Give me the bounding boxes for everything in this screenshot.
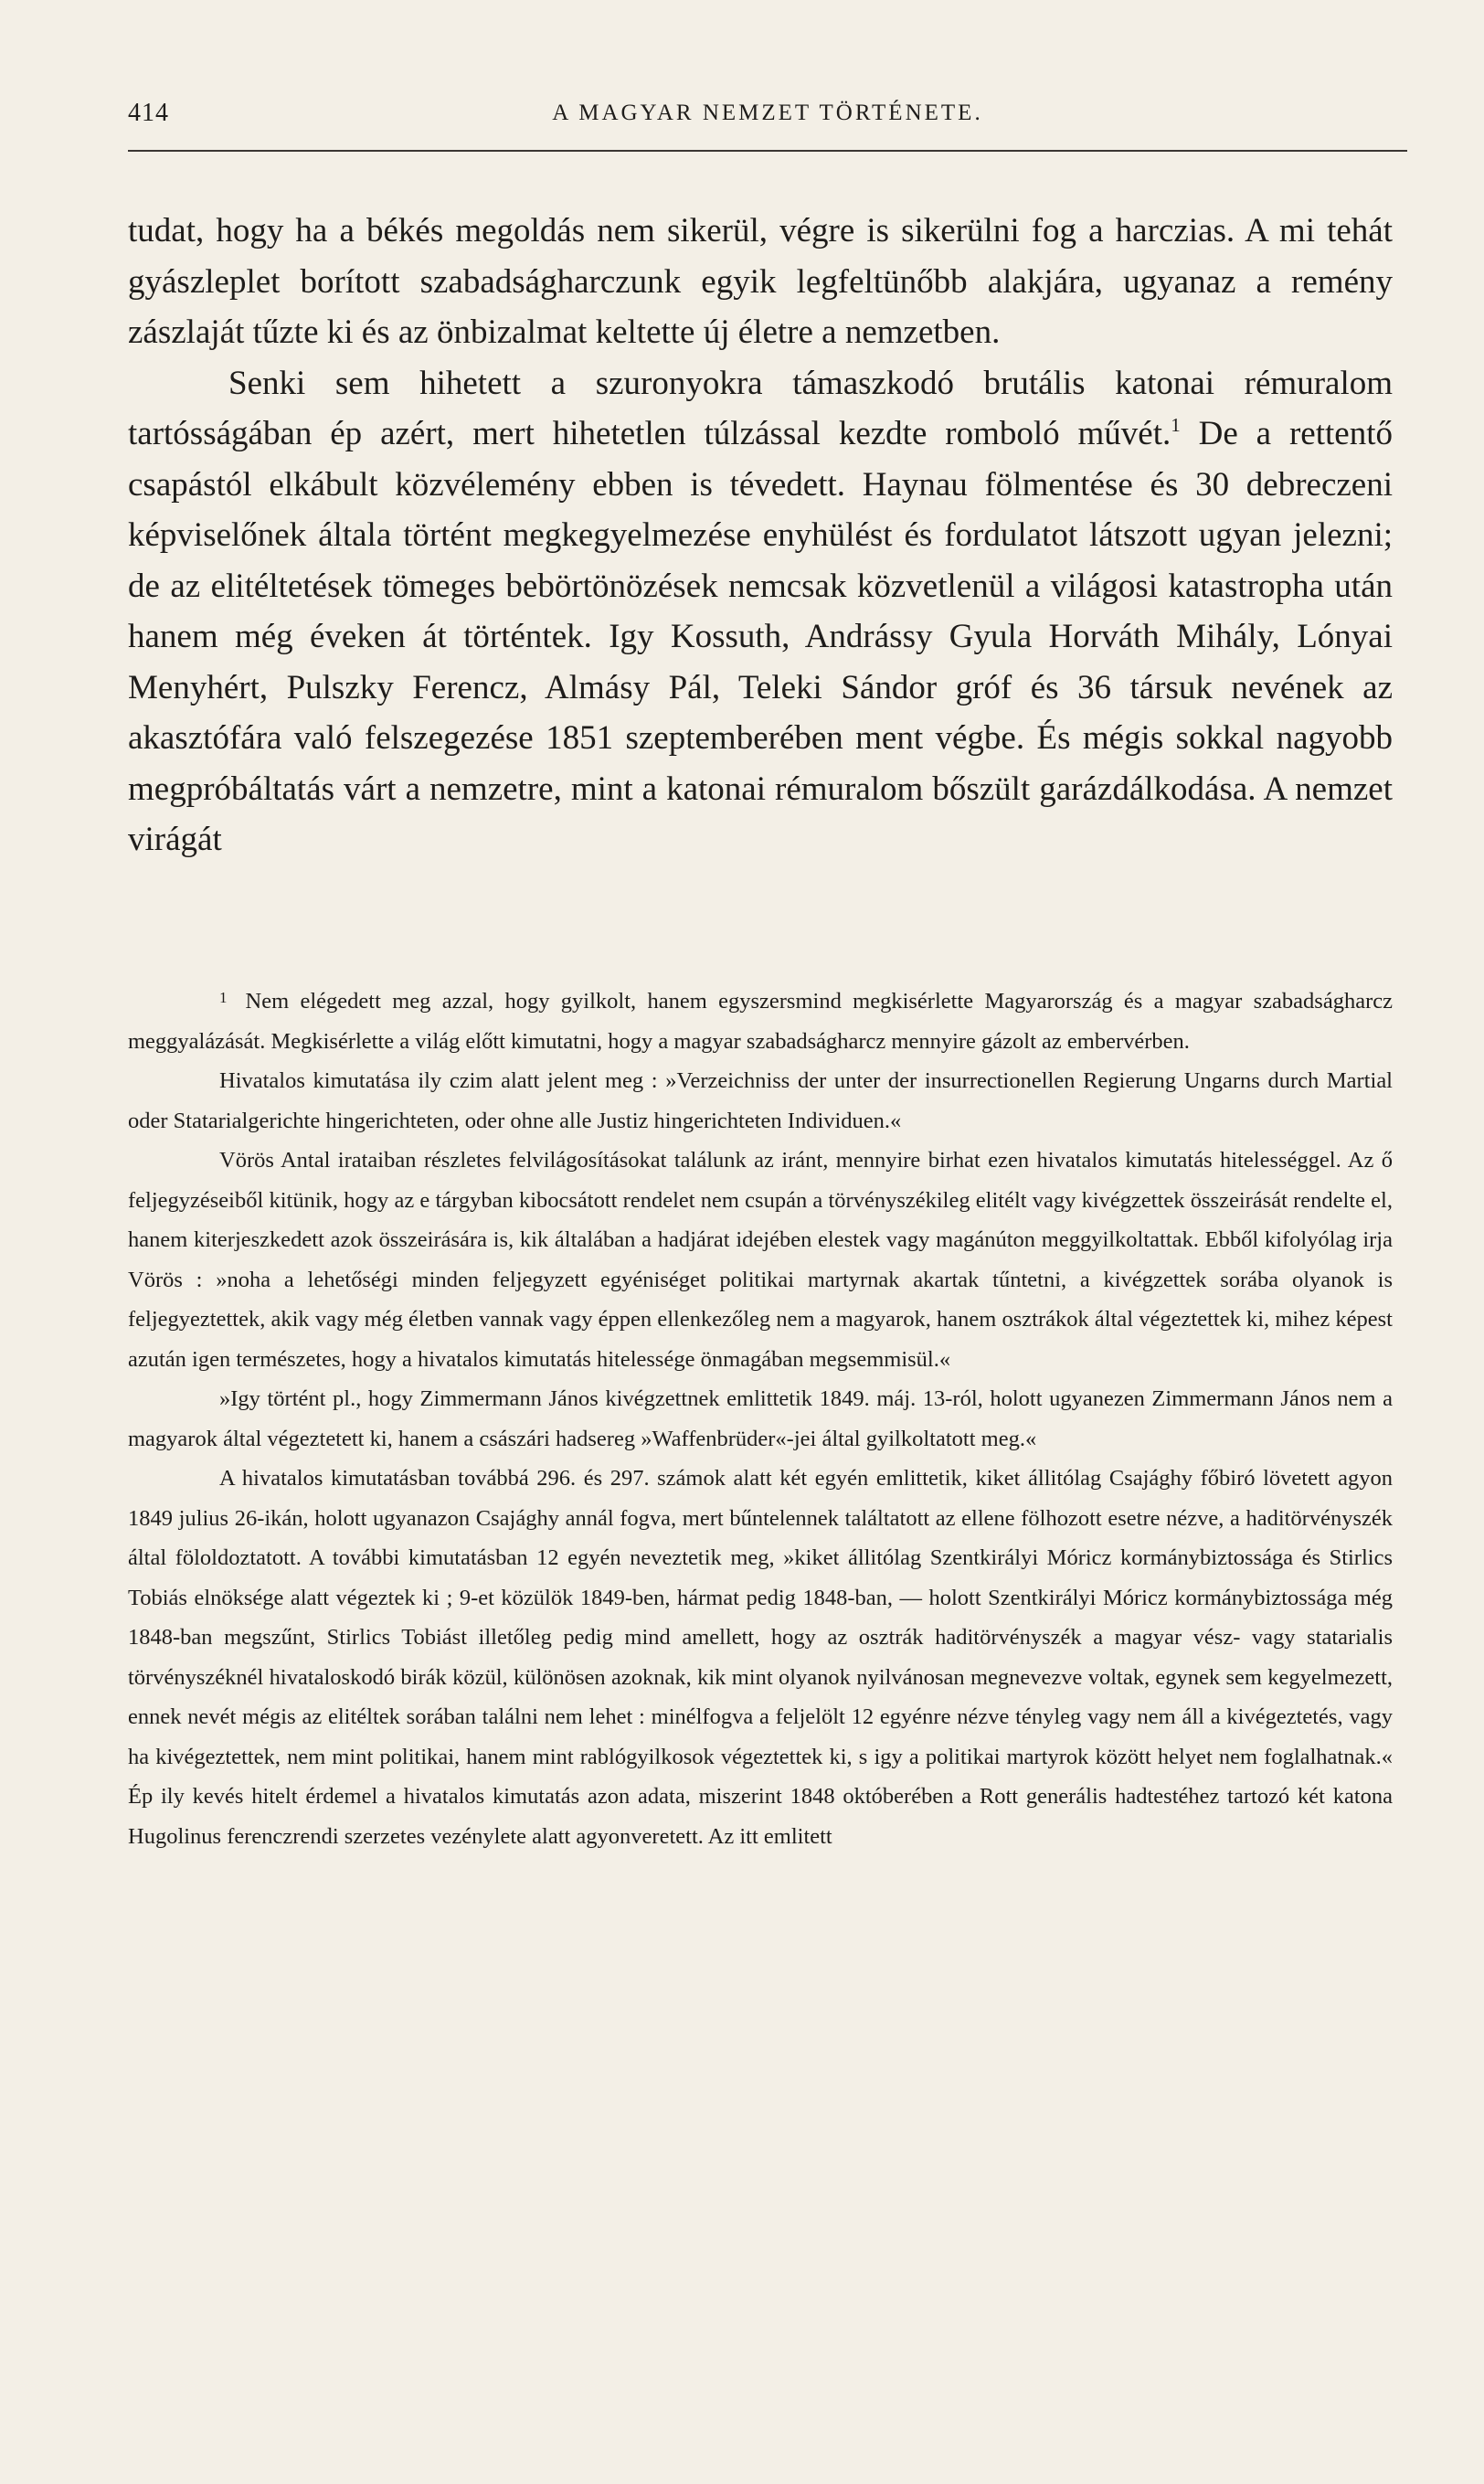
running-head	[128, 99, 1407, 152]
main-paragraph-2-text-b: De a rettentő csapástól elkábult közvélemény ebben is tévedett. Haynau fölmentése és 30 debreczeni képviselőnek általa történt megkegyelmezése enyhülést és fordulatot látszott ugyan jelezni; de az elitéltetések tömeges bebörtönözések nemcsak közvetlenül a világosi katastropha után hanem még éveken át történtek. Igy Kossuth, Andrássy Gyula Horváth Mihály, Lónyai Menyhért, Pulszky Ferencz, Almásy Pál, Teleki Sándor gróf és 36 társuk nevének az akasztófára való felszegezése 1851 szeptemberében ment végbe. És mégis sokkal nagyobb megpróbáltatás várt a nemzetre, mint a katonai rémuralom bőszült garázdálkodása. A nemzet virágát	[128, 415, 1393, 858]
footnote-paragraph-4: »Igy történt pl., hogy Zimmermann János kivégzettnek emlittetik 1849. máj. 13-ról, holott ugyanezen Zimmermann János nem a magyarok által végeztetett ki, hanem a császári hadsereg »Waffenbrüder«-jei által gyilkoltatott meg.«	[128, 1386, 1393, 1451]
main-paragraph-2-text-a: Senki sem hihetett a szuronyokra támaszkodó brutális katonai rémuralom tartósságában ép azért, mert hihetetlen túlzással kezdte romboló művét.	[128, 364, 1393, 452]
footnote-paragraph-5: A hivatalos kimutatásban továbbá 296. és 297. számok alatt két egyén emlittetik, kiket állitólag Csajághy főbiró lövetett agyon 1849 julius 26-ikán, holott ugyanazon Csajághy annál fogva, mert bűntelennek találtatott az ellene fölhozott esetre nézve, a haditörvényszék által föloldoztatott. A további kimutatásban 12 egyén neveztetik meg, »kiket állitólag Szentkirályi Móricz kormánybiztossága és Stirlics Tobiás elnöksége alatt végeztek ki ; 9-et közülök 1849-ben, hármat pedig 1848-ban, — holott Szentkirályi Móricz kormánybiztossága még 1848-ban megszűnt, Stirlics Tobiást illetőleg pedig mind amellett, hogy az osztrák haditörvényszék a magyar vész- vagy statarialis törvényszéknél hivataloskodó birák közül, különösen azoknak, kik mint olyanok nyilvánosan megnevezve voltak, egynek sem kegyelmezett, ennek nevét mégis az elitéltek sorában találni nem lehet : minélfogva a feljelölt 12 egyénre nézve tényleg vagy nem áll a kivégeztetés, vagy ha kivégeztettek, nem mint politikai, hanem mint rablógyilkosok végeztettek ki, s igy a politikai martyrok között helyet nem foglalhatnak.« Ép ily kevés hitelt érdemel a hivatalos kimutatás azon adata, miszerint 1848 októberében a Rott generális hadtestéhez tartozó két katona Hugolinus ferenczrendi szerzetes vezénylete alatt agyonveretett. Az itt emlitett	[128, 1466, 1393, 1849]
footnote-paragraph-3: Vörös Antal irataiban részletes felvilágosításokat találunk az iránt, mennyire birhat ezen hivatalos kimutatás hitelességgel. Az ő feljegyzéseiből kitünik, hogy az e tárgyban kibocsátott rendelet nem csupán a törvényszékileg elitélt vagy kivégzettek összeirását rendelte el, hanem kiterjeszkedett azok összeirására is, kik általában a hadjárat idejében elestek vagy magánúton meggyilkoltattak. Ebből kifolyólag irja Vörös : »noha a lehetőségi minden feljegyzett egyéniséget politikai martyrnak akartak tűntetni, a kivégzettek sorába olyanok is feljegyeztettek, akik vagy még életben vannak vagy éppen ellenkezőleg nem a magyarok, hanem osztrákok által végeztettek ki, mihez képest azután igen természetes, hogy a hivatalos kimutatás hitelessége önmagában megsemmisül.«	[128, 1148, 1393, 1372]
footnote-paragraph-2: Hivatalos kimutatása ily czim alatt jelent meg : »Verzeichniss der unter der insurrectionellen Regierung Ungarns durch Martial oder Statarialgerichte hingerichteten, oder ohne alle Justiz hingerichteten Individuen.«	[128, 1068, 1393, 1133]
main-paragraph-1: tudat, hogy ha a békés megoldás nem sikerül, végre is sikerülni fog a harczias. A mi tehát gyászleplet borított szabadságharczunk egyik legfeltünőbb alakjára, ugyanaz a remény zászlaját tűzte ki és az önbizalmat keltette új életre a nemzetben.	[128, 212, 1393, 351]
footnote-paragraph-1-text: Nem elégedett meg azzal, hogy gyilkolt, hanem egyszersmind megkisérlette Magyarország és a magyar szabadságharcz meggyalázását. Megkisérlette a világ előtt kimutatni, hogy a magyar szabadságharcz mennyire gázolt az embervérben.	[128, 989, 1393, 1054]
main-paragraph-2	[128, 358, 1393, 865]
footnote-paragraph-1	[128, 978, 1393, 1061]
footnote-mark: 1	[219, 989, 228, 1006]
header-title: A MAGYAR NEMZET TÖRTÉNETE.	[552, 101, 983, 125]
footnotes	[128, 978, 1393, 1856]
main-text	[128, 206, 1393, 865]
footnote-reference: 1	[1171, 414, 1181, 436]
page-number: 414	[128, 99, 169, 127]
